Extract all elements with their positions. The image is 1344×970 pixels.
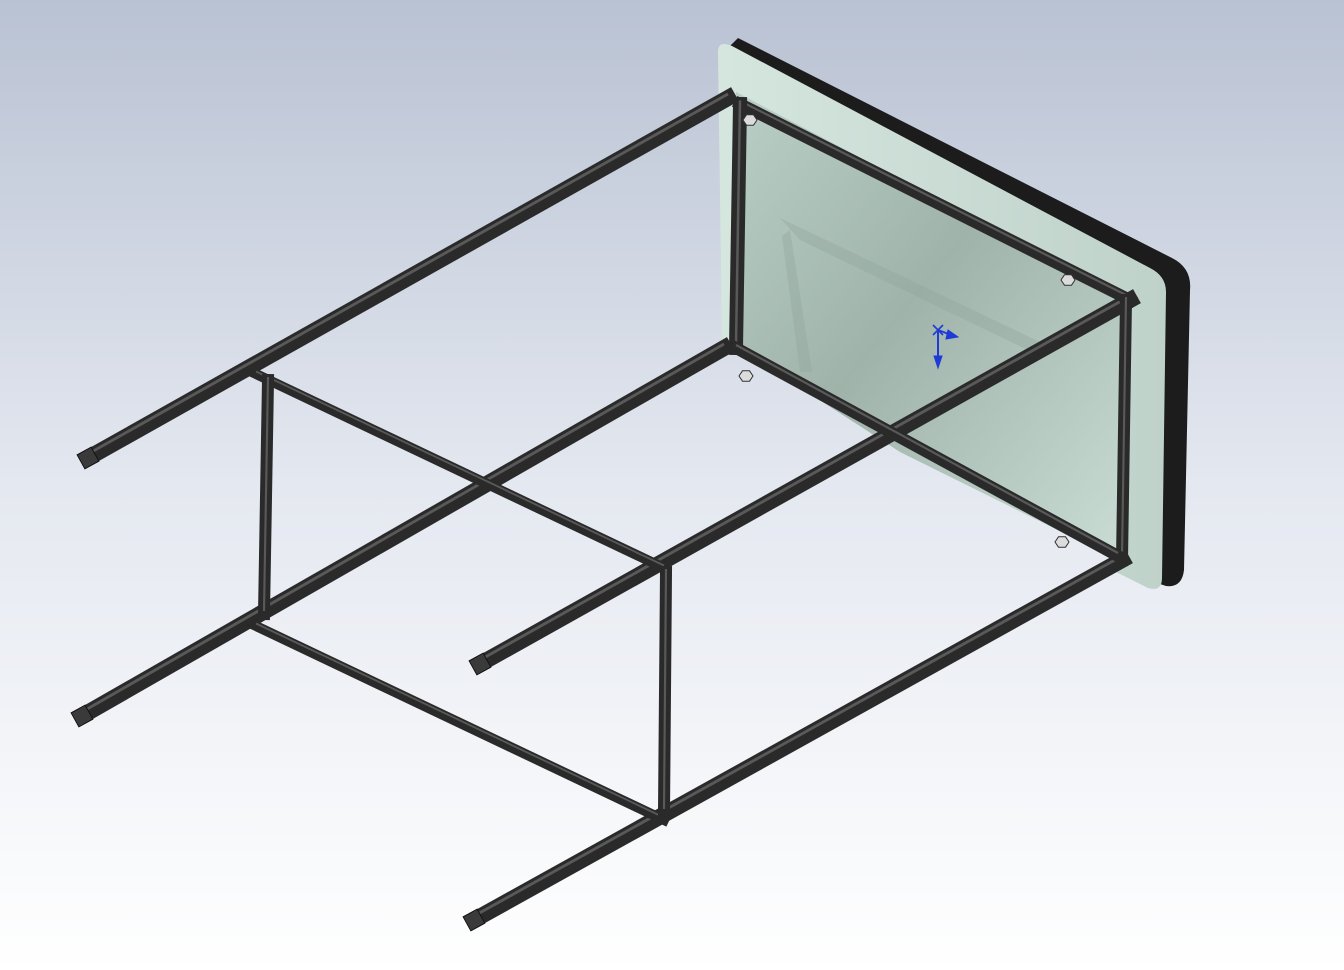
bolt-head <box>739 371 753 381</box>
frame-tube-leg-upright-front[interactable] <box>664 569 666 812</box>
frame-tube-leg-upright-back[interactable] <box>264 377 268 614</box>
frame-tube-apron-right[interactable] <box>1122 297 1126 560</box>
bolt-head <box>1061 275 1075 285</box>
bolt-head <box>1055 537 1069 547</box>
bolt-head <box>743 115 757 125</box>
frame-tube-apron-left[interactable] <box>736 101 740 349</box>
